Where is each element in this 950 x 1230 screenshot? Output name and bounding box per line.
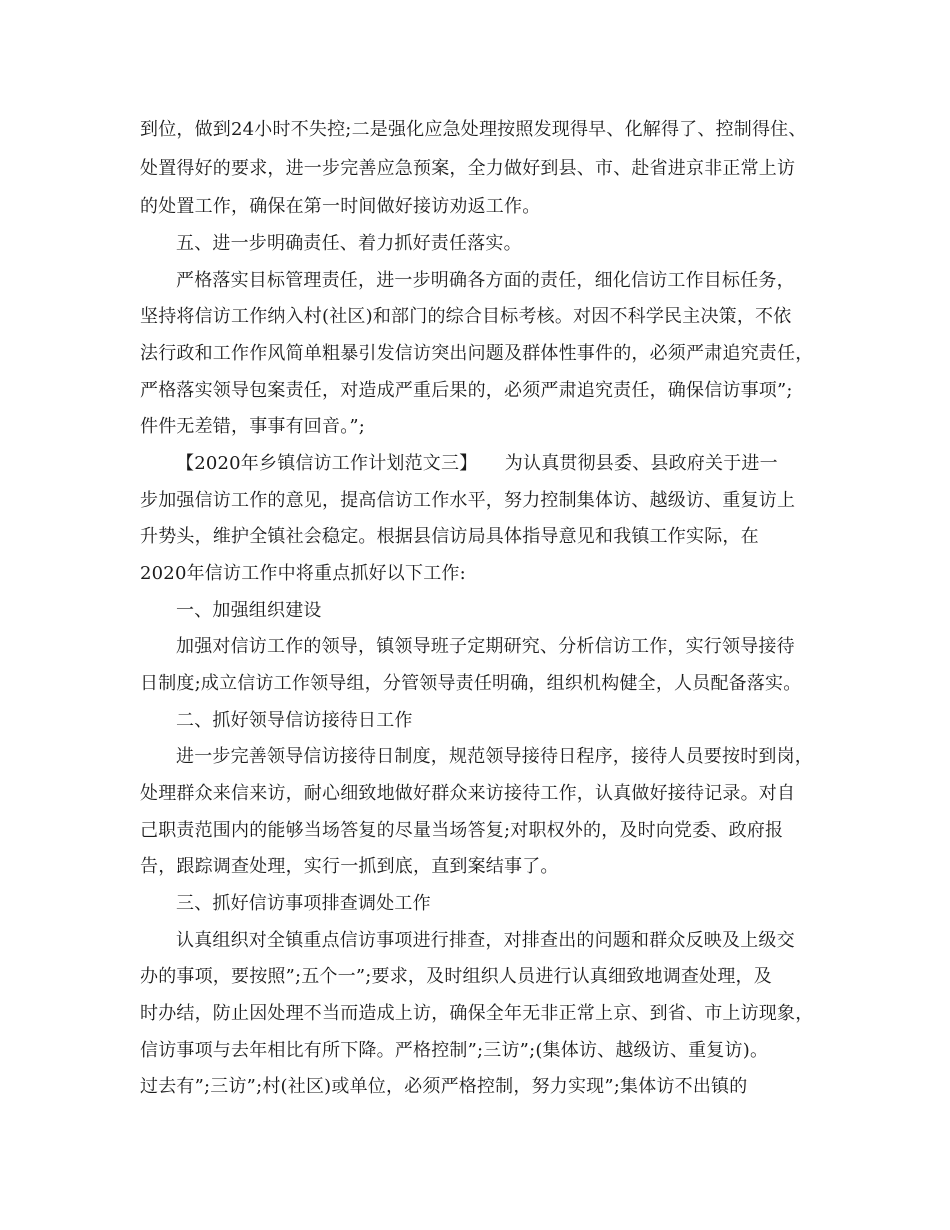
text-line: 加强对信访工作的领导，镇领导班子定期研究、分析信访工作，实行领导接待 (176, 636, 795, 657)
section-heading: 一、加强组织建设 (176, 600, 322, 621)
text-line: 己职责范围内的能够当场答复的尽量当场答复;对职权外的，及时向党委、政府报 (140, 820, 784, 841)
text-line: 法行政和工作作风简单粗暴引发信访突出问题及群体性事件的，必须严肃追究责任， (140, 343, 814, 364)
text-line: 进一步完善领导信访接待日制度，规范领导接待日程序，接待人员要按时到岗， (176, 746, 813, 767)
text-line: 信访事项与去年相比有所下降。严格控制”;三访”;(集体访、越级访、重复访)。 (140, 1040, 769, 1061)
section-heading: 二、抓好领导信访接待日工作 (176, 710, 413, 731)
text-line: 处置得好的要求，进一步完善应急预案，全力做好到县、市、赴省进京非正常上访 (140, 158, 796, 179)
text-line: 过去有”;三访”;村(社区)或单位，必须严格控制，努力实现”;集体访不出镇的 (140, 1076, 748, 1097)
text-line: 日制度;成立信访工作领导组，分管领导责任明确，组织机构健全，人员配备落实。 (140, 673, 802, 694)
text-line: 告，跟踪调查处理，实行一抓到底，直到案结事了。 (140, 856, 559, 877)
article-title-line: 【2020年乡镇信访工作计划范文三】 为认真贯彻县委、县政府关于进一 (176, 453, 778, 474)
section-heading: 五、进一步明确责任、着力抓好责任落实。 (176, 233, 522, 254)
text-line: 到位，做到24小时不失控;二是强化应急处理按照发现得早、化解得了、控制得住、 (140, 119, 807, 140)
section-heading: 三、抓好信访事项排查调处工作 (176, 893, 431, 914)
text-line: 的处置工作，确保在第一时间做好接访劝返工作。 (140, 196, 541, 217)
text-line: 认真组织对全镇重点信访事项进行排查，对排查出的问题和群众反映及上级交 (176, 930, 795, 951)
text-line: 件件无差错，事事有回音。”; (140, 416, 366, 437)
text-line: 处理群众来信来访，耐心细致地做好群众来访接待工作，认真做好接待记录。对自 (140, 783, 796, 804)
text-line: 时办结，防止因处理不当而造成上访，确保全年无非正常上京、到省、市上访现象， (140, 1003, 814, 1024)
text-line: 升势头，维护全镇社会稳定。根据县信访局具体指导意见和我镇工作实际，在 (140, 526, 759, 547)
text-line: 2020年信访工作中将重点抓好以下工作: (140, 563, 466, 584)
text-line: 严格落实目标管理责任，进一步明确各方面的责任，细化信访工作目标任务， (176, 270, 795, 291)
text-line: 步加强信访工作的意见，提高信访工作水平，努力控制集体访、越级访、重复访上 (140, 490, 796, 511)
text-line: 办的事项，要按照”;五个一”;要求，及时组织人员进行认真细致地调查处理，及 (140, 966, 772, 987)
text-line: 严格落实领导包案责任，对造成严重后果的，必须严肃追究责任，确保信访事项”; (140, 380, 793, 401)
text-line: 坚持将信访工作纳入村(社区)和部门的综合目标考核。对因不科学民主决策，不依 (140, 306, 792, 327)
